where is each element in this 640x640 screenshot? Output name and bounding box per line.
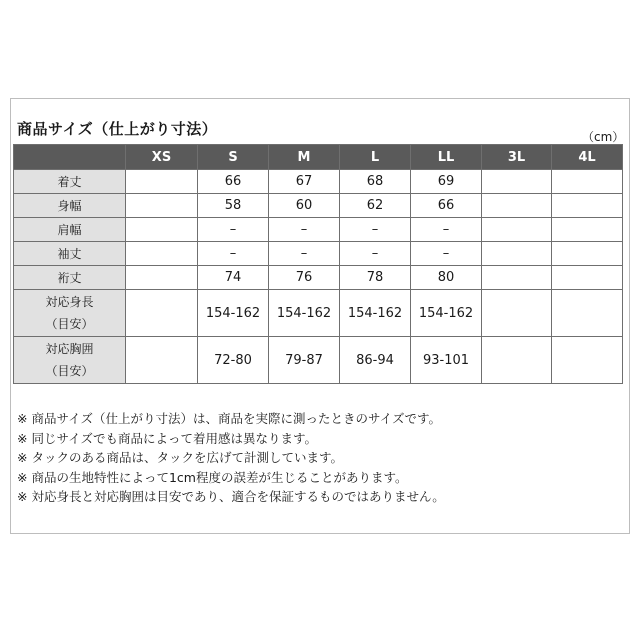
table-cell <box>126 170 198 194</box>
row-label: 袖丈 <box>14 242 126 266</box>
header-size-4l: 4L <box>552 145 623 170</box>
table-cell <box>482 170 552 194</box>
row-label <box>14 290 126 337</box>
row-label-line2: （目安） <box>45 317 94 331</box>
table-cell: 58 <box>198 194 269 218</box>
table-cell: – <box>269 242 340 266</box>
table-cell <box>552 266 623 290</box>
table-cell: 93-101 <box>411 337 482 384</box>
table-row <box>14 242 623 266</box>
table-cell <box>126 218 198 242</box>
row-label: 裄丈 <box>14 266 126 290</box>
table-row <box>14 218 623 242</box>
row-label-line2: （目安） <box>45 364 94 378</box>
row-label-line1: 対応胸囲 <box>45 342 94 356</box>
table-cell: 74 <box>198 266 269 290</box>
table-cell <box>126 290 198 337</box>
table-cell <box>126 337 198 384</box>
table-cell <box>482 194 552 218</box>
row-label-line1: 対応身長 <box>45 295 94 309</box>
table-cell <box>552 194 623 218</box>
note-item: ※ 同じサイズでも商品によって着用感は異なります。 <box>17 430 317 446</box>
table-cell: 60 <box>269 194 340 218</box>
header-size-xs: XS <box>126 145 198 170</box>
size-table <box>13 144 623 384</box>
table-cell <box>482 290 552 337</box>
table-row <box>14 337 623 384</box>
table-cell: 66 <box>198 170 269 194</box>
table-header-row <box>14 145 623 170</box>
table-cell <box>482 218 552 242</box>
table-cell: 154-162 <box>269 290 340 337</box>
notes-list <box>17 409 445 507</box>
table-row <box>14 290 623 337</box>
table-cell: 154-162 <box>411 290 482 337</box>
table-cell: – <box>340 242 411 266</box>
note-item: ※ 商品サイズ（仕上がり寸法）は、商品を実際に測ったときのサイズです。 <box>17 411 441 426</box>
table-cell: – <box>411 218 482 242</box>
table-cell: 68 <box>340 170 411 194</box>
row-label: 身幅 <box>14 194 126 218</box>
header-size-m: M <box>269 145 340 170</box>
table-cell: – <box>411 242 482 266</box>
table-cell <box>552 290 623 337</box>
table-cell <box>482 266 552 290</box>
table-cell: 78 <box>340 266 411 290</box>
header-size-ll: LL <box>411 145 482 170</box>
table-cell: 154-162 <box>198 290 269 337</box>
table-row <box>14 266 623 290</box>
table-row <box>14 170 623 194</box>
header-size-3l: 3L <box>482 145 552 170</box>
table-cell <box>482 337 552 384</box>
page-title: 商品サイズ（仕上がり寸法） <box>17 120 218 138</box>
table-cell: 67 <box>269 170 340 194</box>
note-item: ※ 商品の生地特性によって1cm程度の誤差が生じることがあります。 <box>17 469 408 485</box>
table-cell <box>126 194 198 218</box>
table-cell <box>552 170 623 194</box>
row-label: 肩幅 <box>14 218 126 242</box>
table-row <box>14 194 623 218</box>
table-cell: – <box>198 242 269 266</box>
note-item: ※ 対応身長と対応胸囲は目安であり、適合を保証するものではありません。 <box>17 489 445 504</box>
header-corner <box>14 145 126 170</box>
table-cell: 79-87 <box>269 337 340 384</box>
table-cell: 62 <box>340 194 411 218</box>
table-cell: 80 <box>411 266 482 290</box>
table-cell: 72-80 <box>198 337 269 384</box>
table-cell: 69 <box>411 170 482 194</box>
header-size-l: L <box>340 145 411 170</box>
table-cell <box>552 337 623 384</box>
table-cell: 154-162 <box>340 290 411 337</box>
table-cell: – <box>340 218 411 242</box>
table-cell <box>552 242 623 266</box>
table-cell <box>126 266 198 290</box>
header-size-s: S <box>198 145 269 170</box>
table-cell: 76 <box>269 266 340 290</box>
table-cell <box>126 242 198 266</box>
table-cell: – <box>269 218 340 242</box>
table-cell <box>552 218 623 242</box>
table-cell <box>482 242 552 266</box>
row-label <box>14 337 126 384</box>
note-item: ※ タックのある商品は、タックを広げて計測しています。 <box>17 450 343 465</box>
table-cell: – <box>198 218 269 242</box>
table-cell: 86-94 <box>340 337 411 384</box>
table-cell: 66 <box>411 194 482 218</box>
unit-label: （cm） <box>582 130 625 144</box>
row-label: 着丈 <box>14 170 126 194</box>
